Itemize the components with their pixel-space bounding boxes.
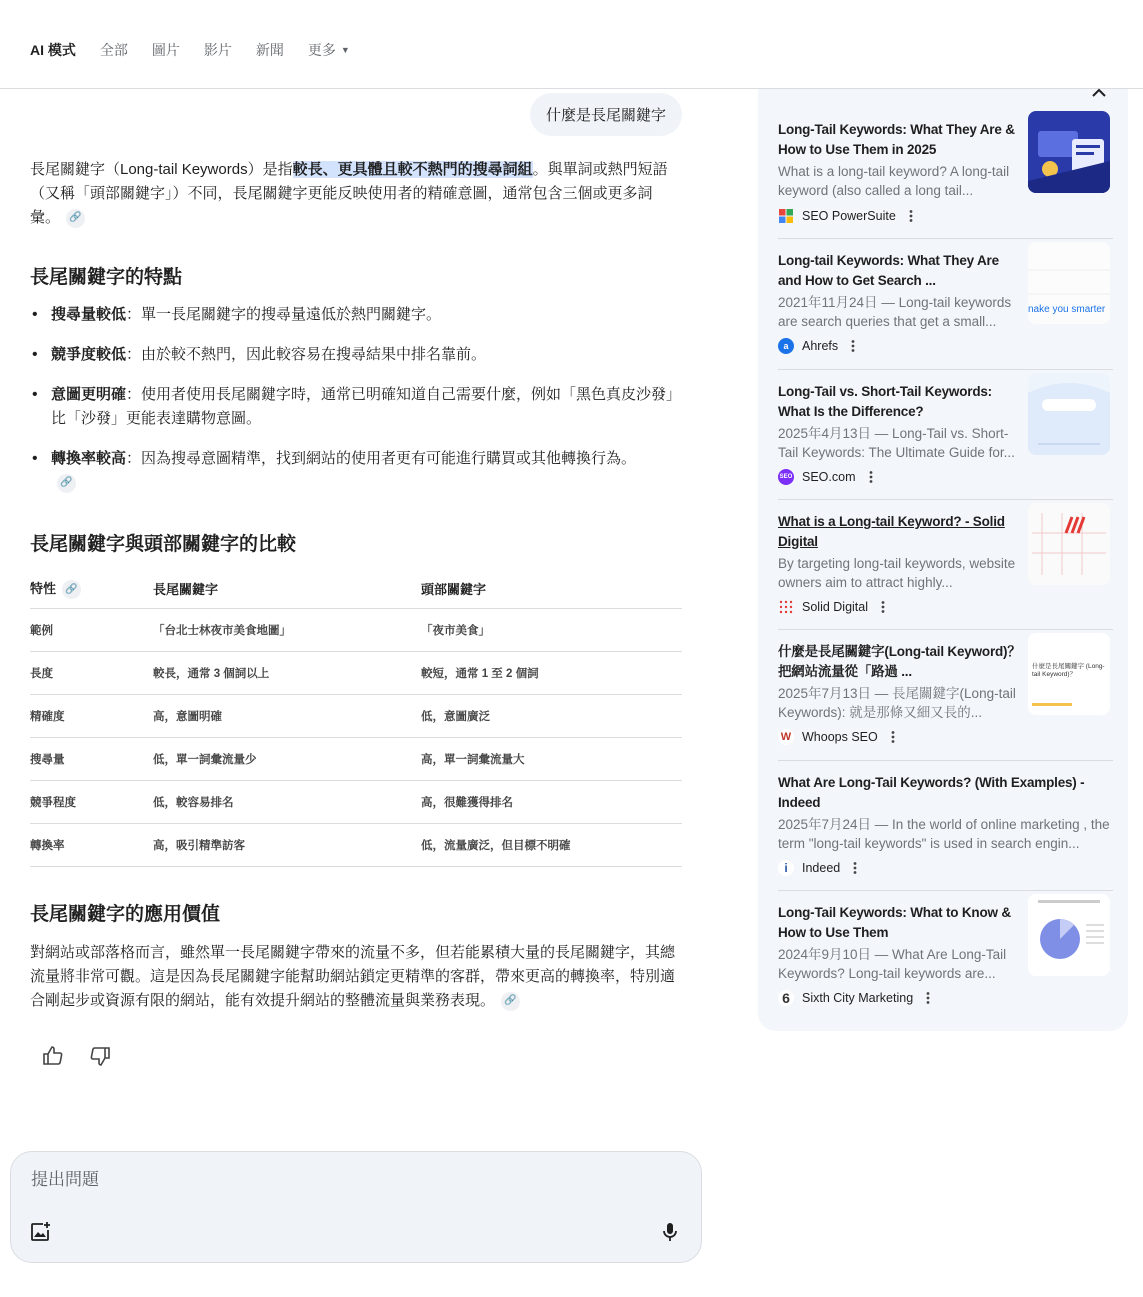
source-site (778, 469, 876, 485)
source-site-name: Whoops SEO (802, 730, 878, 744)
source-snippet: 2025年7月13日 — 長尾關鍵字(Long-tail Keywords): 就是那條又細又長的... (778, 686, 1016, 720)
tab-all[interactable]: 全部 (99, 42, 128, 58)
tab-news[interactable]: 新聞 (255, 42, 284, 58)
table-cell: 範例 (30, 608, 153, 651)
thumbs-down-icon[interactable] (88, 1044, 112, 1068)
source-thumbnail (1028, 894, 1110, 976)
source-site (778, 729, 898, 745)
table-cell: 精確度 (30, 694, 153, 737)
bullet-term: 競爭度較低 (51, 346, 127, 363)
features-list (30, 303, 682, 511)
more-options-icon[interactable] (850, 861, 860, 875)
source-site-name: Sixth City Marketing (802, 991, 914, 1005)
heading-comparison: 長尾關鍵字與頭部關鍵字的比較 (30, 534, 297, 555)
table-cell: 高，意圖明確 (153, 694, 421, 737)
table-cell: 「夜市美食」 (421, 608, 682, 651)
heading-value: 長尾關鍵字的應用價值 (30, 904, 221, 925)
source-title[interactable]: Long-Tail vs. Short-Tail Keywords: What Is the Difference? (778, 384, 992, 419)
table-cell: 高，單一詞彙流量大 (421, 737, 682, 780)
table-cell: 轉換率 (30, 823, 153, 866)
source-title[interactable]: Long-Tail Keywords: What They Are & How to Use Them in 2025 (778, 122, 1015, 157)
bullet-term: 意圖更明確 (51, 386, 127, 403)
indeed-favicon-icon: i (778, 860, 794, 876)
more-options-icon[interactable] (848, 339, 858, 353)
source-site-name: Solid Digital (802, 600, 869, 614)
citation-link-icon[interactable]: 🔗 (501, 992, 520, 1011)
source-site-name: Ahrefs (802, 339, 839, 353)
bullet-text: ：使用者使用長尾關鍵字時，通常已明確知道自己需要什麼，例如「黑色真皮沙發」比「沙發」更能表達購物意圖。 (51, 386, 682, 427)
search-tabs (30, 40, 350, 60)
source-site-name: SEO.com (802, 470, 856, 484)
table-cell: 低，流量廣泛，但目標不明確 (421, 823, 682, 866)
whoops-seo-favicon-icon: W (778, 729, 794, 745)
source-site (778, 599, 888, 615)
source-site (778, 860, 860, 876)
source-site-name: SEO PowerSuite (802, 209, 896, 223)
value-text: 對網站或部落格而言，雖然單一長尾關鍵字帶來的流量不多，但若能累積大量的長尾關鍵字，其總流量將非常可觀。這是因為長尾關鍵字能幫助網站鎖定更精準的客群，帶來更高的轉換率，特別適合剛起步或資源有限的網站，能有效提升網站的整體流量與業務表現。 (30, 944, 676, 1009)
tab-ai-mode[interactable]: AI 模式 (30, 42, 76, 58)
card-divider (778, 369, 1113, 370)
table-row (30, 651, 682, 694)
source-title[interactable]: Long-Tail Keywords: What to Know & How to Use Them (778, 905, 1011, 940)
source-snippet: 2024年9月10日 — What Are Long-Tail Keywords? Long-tail keywords are... (778, 947, 1007, 981)
intro-highlight: 較長、更具體且較不熱門的搜尋詞組 (292, 161, 533, 178)
chevron-up-icon[interactable] (1088, 83, 1110, 103)
comparison-table (30, 569, 682, 867)
table-cell: 低，單一詞彙流量少 (153, 737, 421, 780)
citation-link-icon[interactable]: 🔗 (66, 209, 85, 228)
bullet-term: 轉換率較高 (51, 450, 127, 467)
sources-panel (758, 89, 1128, 1031)
table-cell: 較長，通常 3 個詞以上 (153, 651, 421, 694)
table-cell: 競爭程度 (30, 780, 153, 823)
source-thumbnail (1028, 111, 1110, 193)
table-header-row (30, 569, 682, 608)
table-cell: 較短，通常 1 至 2 個詞 (421, 651, 682, 694)
source-thumbnail (1028, 242, 1110, 324)
table-cell: 「台北士林夜市美食地圖」 (153, 608, 421, 651)
card-divider (778, 499, 1113, 500)
more-options-icon[interactable] (878, 600, 888, 614)
value-paragraph (30, 941, 682, 1013)
source-snippet: 2025年7月24日 — In the world of online marketing , the term "long-tail keywords" is used in search engin... (778, 817, 1110, 851)
card-divider (778, 760, 1113, 761)
thumbnail-caption: nake you smarter (1028, 304, 1106, 315)
more-options-icon[interactable] (906, 209, 916, 223)
ask-input[interactable] (31, 1170, 631, 1190)
source-title[interactable]: Long-tail Keywords: What They Are and How to Get Search ... (778, 253, 999, 288)
source-snippet: What is a long-tail keyword? A long-tail keyword (also called a long tail... (778, 164, 1010, 198)
column-header: 長尾關鍵字 (153, 569, 421, 608)
source-site-name: Indeed (802, 861, 841, 875)
more-options-icon[interactable] (866, 470, 876, 484)
source-site (778, 338, 858, 354)
intro-text-1: 長尾關鍵字（Long-tail Keywords）是指 (30, 161, 293, 178)
tab-more-label: 更多 (307, 42, 336, 58)
source-snippet: 2021年11月24日 — Long-tail keywords are search queries that get a small... (778, 295, 1012, 329)
source-title[interactable]: What is a Long-tail Keyword? - Solid Digital (778, 514, 1005, 549)
tab-videos[interactable]: 影片 (203, 42, 232, 58)
more-options-icon[interactable] (923, 991, 933, 1005)
card-divider (778, 890, 1113, 891)
list-item (30, 447, 682, 495)
list-item (30, 303, 682, 327)
table-row (30, 608, 682, 651)
tab-more[interactable] (308, 40, 350, 60)
source-snippet: 2025年4月13日 — Long-Tail vs. Short-Tail Keywords: The Ultimate Guide for... (778, 426, 1015, 460)
table-row (30, 780, 682, 823)
table-cell: 長度 (30, 651, 153, 694)
table-row (30, 737, 682, 780)
ahrefs-favicon-icon: a (778, 338, 794, 354)
citation-link-icon[interactable]: 🔗 (57, 474, 76, 493)
card-divider (778, 238, 1113, 239)
tab-images[interactable]: 圖片 (151, 42, 180, 58)
list-item (30, 343, 682, 367)
bullet-term: 搜尋量較低 (51, 306, 127, 323)
column-header (30, 569, 153, 608)
thumbnail-caption: 什麼是長尾關鍵字 (Long-tail Keyword)？ (1032, 663, 1105, 678)
source-thumbnail (1028, 373, 1110, 455)
source-thumbnail (1028, 503, 1110, 585)
table-row (30, 694, 682, 737)
source-site (778, 990, 933, 1006)
seo-powersuite-favicon-icon (778, 208, 794, 224)
table-cell: 低，意圖廣泛 (421, 694, 682, 737)
bullet-text: ：由於較不熱門，因此較容易在搜尋結果中排名靠前。 (126, 346, 487, 363)
bullet-text: ：因為搜尋意圖精準，找到網站的使用者更有可能進行購買或其他轉換行為。 (126, 450, 637, 467)
user-query-bubble: 什麼是長尾關鍵字 (530, 93, 682, 136)
bullet-text: ：單一長尾關鍵字的搜尋量遠低於熱門關鍵字。 (126, 306, 442, 323)
card-divider (778, 629, 1113, 630)
column-header-label: 特性 (30, 580, 57, 596)
ask-box (10, 1151, 702, 1263)
thumbnail-bar (1032, 703, 1072, 706)
column-header: 頭部關鍵字 (421, 569, 682, 608)
seo-com-favicon-icon: SEO (778, 469, 794, 485)
caret-down-icon: ▼ (340, 45, 350, 55)
table-row (30, 823, 682, 866)
solid-digital-favicon-icon (778, 599, 794, 615)
microphone-icon[interactable] (659, 1221, 681, 1243)
source-title[interactable]: 什麼是長尾關鍵字(Long-tail Keyword)？把網站流量從「路過 ... (778, 644, 1021, 679)
source-title[interactable]: What Are Long-Tail Keywords? (With Examples) - Indeed (778, 775, 1085, 810)
add-image-icon[interactable] (29, 1221, 51, 1243)
answer-intro (30, 158, 682, 230)
citation-link-icon[interactable]: 🔗 (62, 580, 81, 599)
list-item (30, 383, 682, 431)
table-cell: 搜尋量 (30, 737, 153, 780)
table-cell: 低，較容易排名 (153, 780, 421, 823)
source-site (778, 208, 916, 224)
thumbs-up-icon[interactable] (41, 1044, 65, 1068)
intro-text-2: 。與單詞或熱門短語（又稱「頭部關鍵字」）不同，長尾關鍵字更能反映使用者的精確意圖，通常包含三個或更多詞彙。 (30, 161, 668, 226)
more-options-icon[interactable] (888, 730, 898, 744)
sixth-city-favicon-icon: 6 (778, 990, 794, 1006)
table-cell: 高，很難獲得排名 (421, 780, 682, 823)
source-snippet: By targeting long-tail keywords, website owners aim to attract highly... (778, 556, 1016, 590)
heading-features: 長尾關鍵字的特點 (30, 267, 183, 288)
table-cell: 高，吸引精準訪客 (153, 823, 421, 866)
source-thumbnail (1028, 633, 1110, 715)
